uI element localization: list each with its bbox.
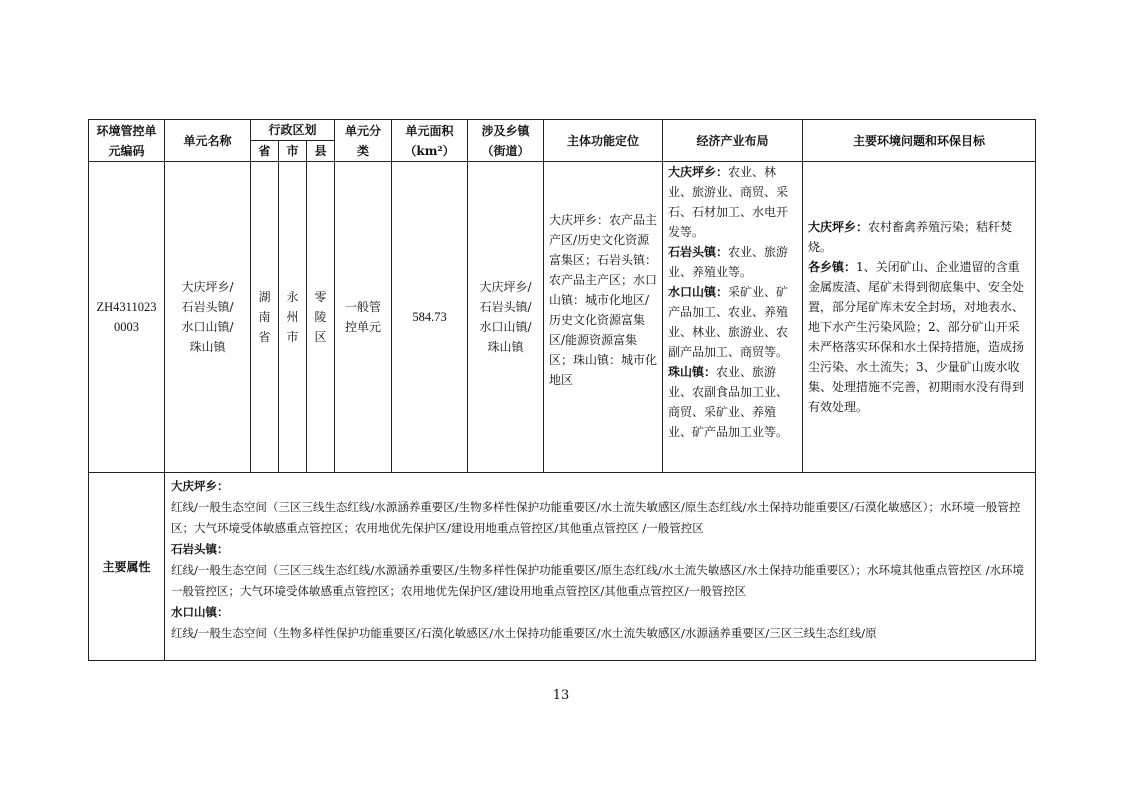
cell-category: 一般管控单元 — [335, 162, 392, 473]
header-city: 市 — [279, 141, 307, 162]
header-problems: 主要环境问题和环保目标 — [803, 120, 1036, 162]
cell-economy — [663, 162, 803, 473]
page-number: 13 — [552, 688, 570, 703]
header-towns: 涉及乡镇（街道） — [468, 120, 544, 162]
cell-county: 零陵区 — [307, 162, 335, 473]
header-economy: 经济产业布局 — [663, 120, 803, 162]
cell-city: 永州市 — [279, 162, 307, 473]
economy-item: 石岩头镇：农业、旅游业、养殖业等。 — [668, 245, 789, 279]
attribute-town: 水口山镇： — [171, 605, 229, 619]
economy-item: 水口山镇：采矿业、矿产品加工、农业、养殖业、林业、旅游业、农副产品加工、商贸等。 — [668, 285, 789, 359]
attributes-label: 主要属性 — [89, 473, 165, 661]
table-row — [89, 162, 1036, 473]
attribute-town: 大庆坪乡： — [171, 479, 229, 493]
attribute-text: 红线/一般生态空间（三区三线生态红线/水源涵养重要区/生物多样性保护功能重要区/原生态红线/水土流失敏感区/水土保持功能重要区）；水环境其他重点管控区 /水环境一般管控区；大气环境受体敏感重点管控区；农用地优先保护区/建设用地重点管控区/其他重点管控区/一般管控区 — [171, 563, 1025, 598]
attribute-text: 红线/一般生态空间（生物多样性保护功能重要区/石漠化敏感区/水土保持功能重要区/水土流失敏感区/水源涵养重要区/三区三线生态红线/原 — [171, 626, 877, 640]
header-unit-category: 单元分类 — [335, 120, 392, 162]
problem-item: 大庆坪乡：农村畜禽养殖污染；秸秆焚烧。 — [808, 220, 1013, 254]
cell-province: 湖南省 — [251, 162, 279, 473]
cell-area: 584.73 — [392, 162, 468, 473]
economy-item: 大庆坪乡：农业、林业、旅游业、商贸、采石、石材加工、水电开发等。 — [668, 165, 789, 239]
attribute-text: 红线/一般生态空间（三区三线生态红线/水源涵养重要区/生物多样性保护功能重要区/水土流失敏感区/原生态红线/水土保持功能重要区/石漠化敏感区）；水环境一般管控区；大气环境受体敏感重点管控区；农用地优先保护区/建设用地重点管控区/其他重点管控区 /一般管控区 — [171, 500, 1021, 535]
attributes-row — [89, 473, 1036, 661]
header-province: 省 — [251, 141, 279, 162]
header-unit-code: 环境管控单元编码 — [89, 120, 165, 162]
header-admin-region: 行政区划 — [251, 120, 335, 141]
cell-problems — [803, 162, 1036, 473]
table-header-row — [89, 120, 1036, 141]
attributes-content — [165, 473, 1036, 661]
environmental-control-unit-table — [88, 119, 1036, 661]
header-unit-area: 单元面积（km²） — [392, 120, 468, 162]
cell-unit-code: ZH43110230003 — [89, 162, 165, 473]
problem-item: 各乡镇：1、关闭矿山、企业遗留的含重金属废渣、尾矿未得到彻底集中、安全处置，部分尾矿库未安全封场，对地表水、地下水产生污染风险；2、部分矿山开采未严格落实环保和水土保持措施，造成扬尘污染、水土流失；3、少量矿山废水收集、处理措施不完善，初期雨水没有得到有效处理。 — [808, 260, 1025, 414]
cell-unit-name: 大庆坪乡/石岩头镇/水口山镇/珠山镇 — [165, 162, 251, 473]
header-county: 县 — [307, 141, 335, 162]
header-function: 主体功能定位 — [544, 120, 663, 162]
cell-function: 大庆坪乡：农产品主产区/历史文化资源富集区；石岩头镇：农产品主产区；水口山镇：城市化地区/历史文化资源富集区/能源资源富集区；珠山镇：城市化地区 — [544, 162, 663, 473]
header-unit-name: 单元名称 — [165, 120, 251, 162]
cell-towns: 大庆坪乡/石岩头镇/水口山镇/珠山镇 — [468, 162, 544, 473]
economy-item: 珠山镇：农业、旅游业、农副食品加工业、商贸、采矿业、养殖业、矿产品加工业等。 — [668, 365, 789, 439]
attribute-town: 石岩头镇： — [171, 542, 229, 556]
